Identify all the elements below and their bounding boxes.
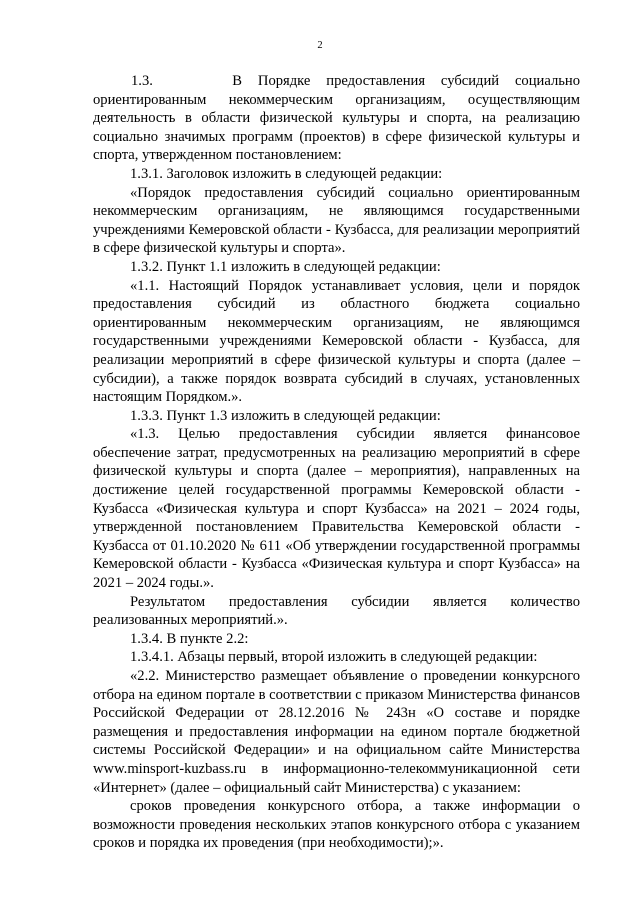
paragraph-terms: сроков проведения конкурсного отбора, а также информации о возможности проведения нескольких этапов конкурсного отбора с указанием сроков и порядка их проведения (при необходимости);». xyxy=(93,798,580,852)
paragraph-1-3: 1.3. В Порядке предоставления субсидий социально ориентированным некоммерческим организациям, осуществляющим деятельность в области физической культуры и спорта, на реализацию социально значимых программ (проектов) в сфере физической культуры и спорта, утвержденном постановлением: xyxy=(93,73,580,164)
paragraph-result: Результатом предоставления субсидии является количество реализованных мероприятий.». xyxy=(93,593,580,629)
paragraph-clause-1-1-quote: «1.1. Настоящий Порядок устанавливает условия, цели и порядок предоставления субсидий из областного бюджета социально ориентированным некоммерческим организациям, не являющимся государственными учреждениями Кемеровской области - Кузбасса, для реализации мероприятий в сфере физической культуры и спорта (далее – субсидии), а также порядок возврата субсидий в случаях, установленных настоящим Порядком.». xyxy=(93,277,580,406)
paragraph-1-3-3: 1.3.3. Пункт 1.3 изложить в следующей редакции: xyxy=(130,407,441,424)
paragraph-clause-1-3-quote: «1.3. Целью предоставления субсидии является финансовое обеспечение затрат, предусмотренных на реализацию мероприятий в сфере физической культуры и спорта (далее – мероприятия), направленных на достижение целей государственной программы Кемеровской области - Кузбасса «Физическая культура и спорт Кузбасса» на 2021 – 2024 годы, утвержденной постановлением Правительства Кемеровской области - Кузбасса от 01.10.2020 № 611 «Об утверждении государственной программы Кемеровской области - Кузбасса «Физическая культура и спорт Кузбасса» на 2021 – 2024 годы.». xyxy=(93,426,580,592)
page-number: 2 xyxy=(317,40,323,51)
paragraph-title-quote: «Порядок предоставления субсидий социально ориентированным некоммерческим организациям, не являющимся государственными учреждениями Кемеровской области - Кузбасса, для реализации мероприятий в сфере физической культуры и спорта». xyxy=(93,184,580,257)
paragraph-1-3-2: 1.3.2. Пункт 1.1 изложить в следующей редакции: xyxy=(130,258,441,275)
document-body xyxy=(93,72,580,853)
paragraph-clause-2-2-quote: «2.2. Министерство размещает объявление о проведении конкурсного отбора на едином портале в соответствии с приказом Министерства финансов Российской Федерации от 28.12.2016 № 243н «О составе и порядке размещения и предоставления информации на едином портале бюджетной системы Российской Федерации» и на официальном сайте Министерства www.minsport-kuzbass.ru в информационно-телекоммуникационной сети «Интернет» (далее – официальный сайт Министерства) с указанием: xyxy=(93,668,580,796)
paragraph-1-3-4-1: 1.3.4.1. Абзацы первый, второй изложить в следующей редакции: xyxy=(130,649,538,666)
paragraph-1-3-1: 1.3.1. Заголовок изложить в следующей редакции: xyxy=(130,165,443,182)
paragraph-1-3-4: 1.3.4. В пункте 2.2: xyxy=(130,630,249,647)
